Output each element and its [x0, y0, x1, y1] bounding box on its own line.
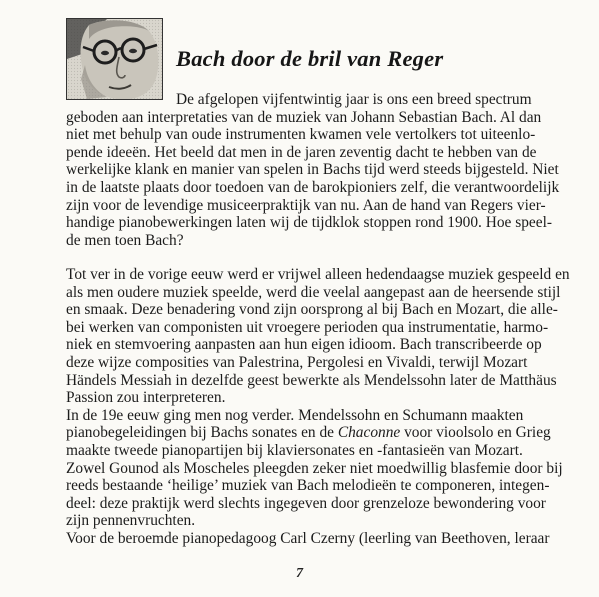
- text-line: Voor de beroemde pianopedagoog Carl Czerny (leerling van Beethoven, leraar: [66, 529, 550, 547]
- text-line: maakte tweede pianopartijen bij klaviersonates en -fantasieën van Mozart.: [66, 441, 523, 459]
- text-line: handige pianobewerkingen laten wij de tijdklok stoppen rond 1900. Hoe speel-: [66, 214, 552, 232]
- text-line: geboden aan interpretaties van de muziek van Johann Sebastian Bach. Al dan: [66, 108, 542, 126]
- paragraph-intro: [66, 109, 559, 250]
- portrait-of-max-reger-icon: [66, 18, 163, 100]
- text-segment: voor vioolsolo en Grieg: [400, 424, 551, 442]
- text-line-with-italic: [66, 424, 570, 442]
- text-line: bei werken van componisten uit vroegere perioden qua instrumentatie, harmo-: [66, 318, 549, 336]
- text-line: Zowel Gounod als Moscheles pleegden zeker niet moedwillig blasfemie door bij: [66, 459, 563, 477]
- text-line: de men toen Bach?: [66, 231, 184, 249]
- text-line: werkelijke klank en manier van spelen in Bachs tijd werd steeds bijgesteld. Niet: [66, 161, 559, 179]
- text-line: zijn voor de levendige musiceerpraktijk van nu. Aan de hand van Regers vier-: [66, 196, 546, 214]
- text-line: Passion zou interpreteren.: [66, 389, 226, 407]
- text-line: deze wijze composities van Palestrina, Pergolesi en Vivaldi, terwijl Mozart: [66, 353, 528, 371]
- article-title: Bach door de bril van Reger: [176, 46, 444, 71]
- text-line: niet met behulp van oude instrumenten kwamen vele vertolkers tot uiteenlo-: [66, 126, 536, 144]
- text-line: pende ideeën. Het beeld dat men in de jaren zeventig dacht te hebben van de: [66, 143, 537, 161]
- text-line: De afgelopen vijfentwintig jaar is ons een breed spectrum: [176, 91, 532, 108]
- paragraph-history: [66, 266, 570, 548]
- text-line: als men oudere muziek speelde, werd die veelal aangepast aan de heersende stijl: [66, 283, 561, 301]
- text-line: zijn pennenvruchten.: [66, 512, 196, 530]
- text-line: Tot ver in de vorige eeuw werd er vrijwel alleen hedendaagse muziek gespeeld en: [66, 266, 570, 283]
- italic-work-title: Chaconne: [337, 424, 401, 442]
- text-line: in de laatste plaats door toedoen van de barokpioniers zelf, die verantwoordelijk: [66, 178, 560, 196]
- text-line: Händels Messiah in dezelfde geest bewerkte als Mendelssohn later de Matthäus: [66, 371, 557, 389]
- text-line: reeds bestaande ‘heilige’ muziek van Bach melodieën te componeren, integen-: [66, 477, 550, 495]
- paragraph-lead-line: [176, 91, 532, 109]
- page-number: 7: [296, 566, 303, 581]
- text-line: niek en stemvoering aanpasten aan hun eigen idioom. Bach transcribeerde op: [66, 336, 542, 354]
- text-segment: pianobegeleidingen bij Bachs sonates en de: [66, 424, 334, 442]
- text-line: In de 19e eeuw ging men nog verder. Mendelssohn en Schumann maakten: [66, 406, 524, 424]
- text-line: en smaak. Deze benadering vond zijn oorsprong al bij Bach en Mozart, die alle-: [66, 301, 558, 319]
- text-line: deel: deze praktijk werd slechts ingegeven door grenzeloze bewondering voor: [66, 494, 546, 512]
